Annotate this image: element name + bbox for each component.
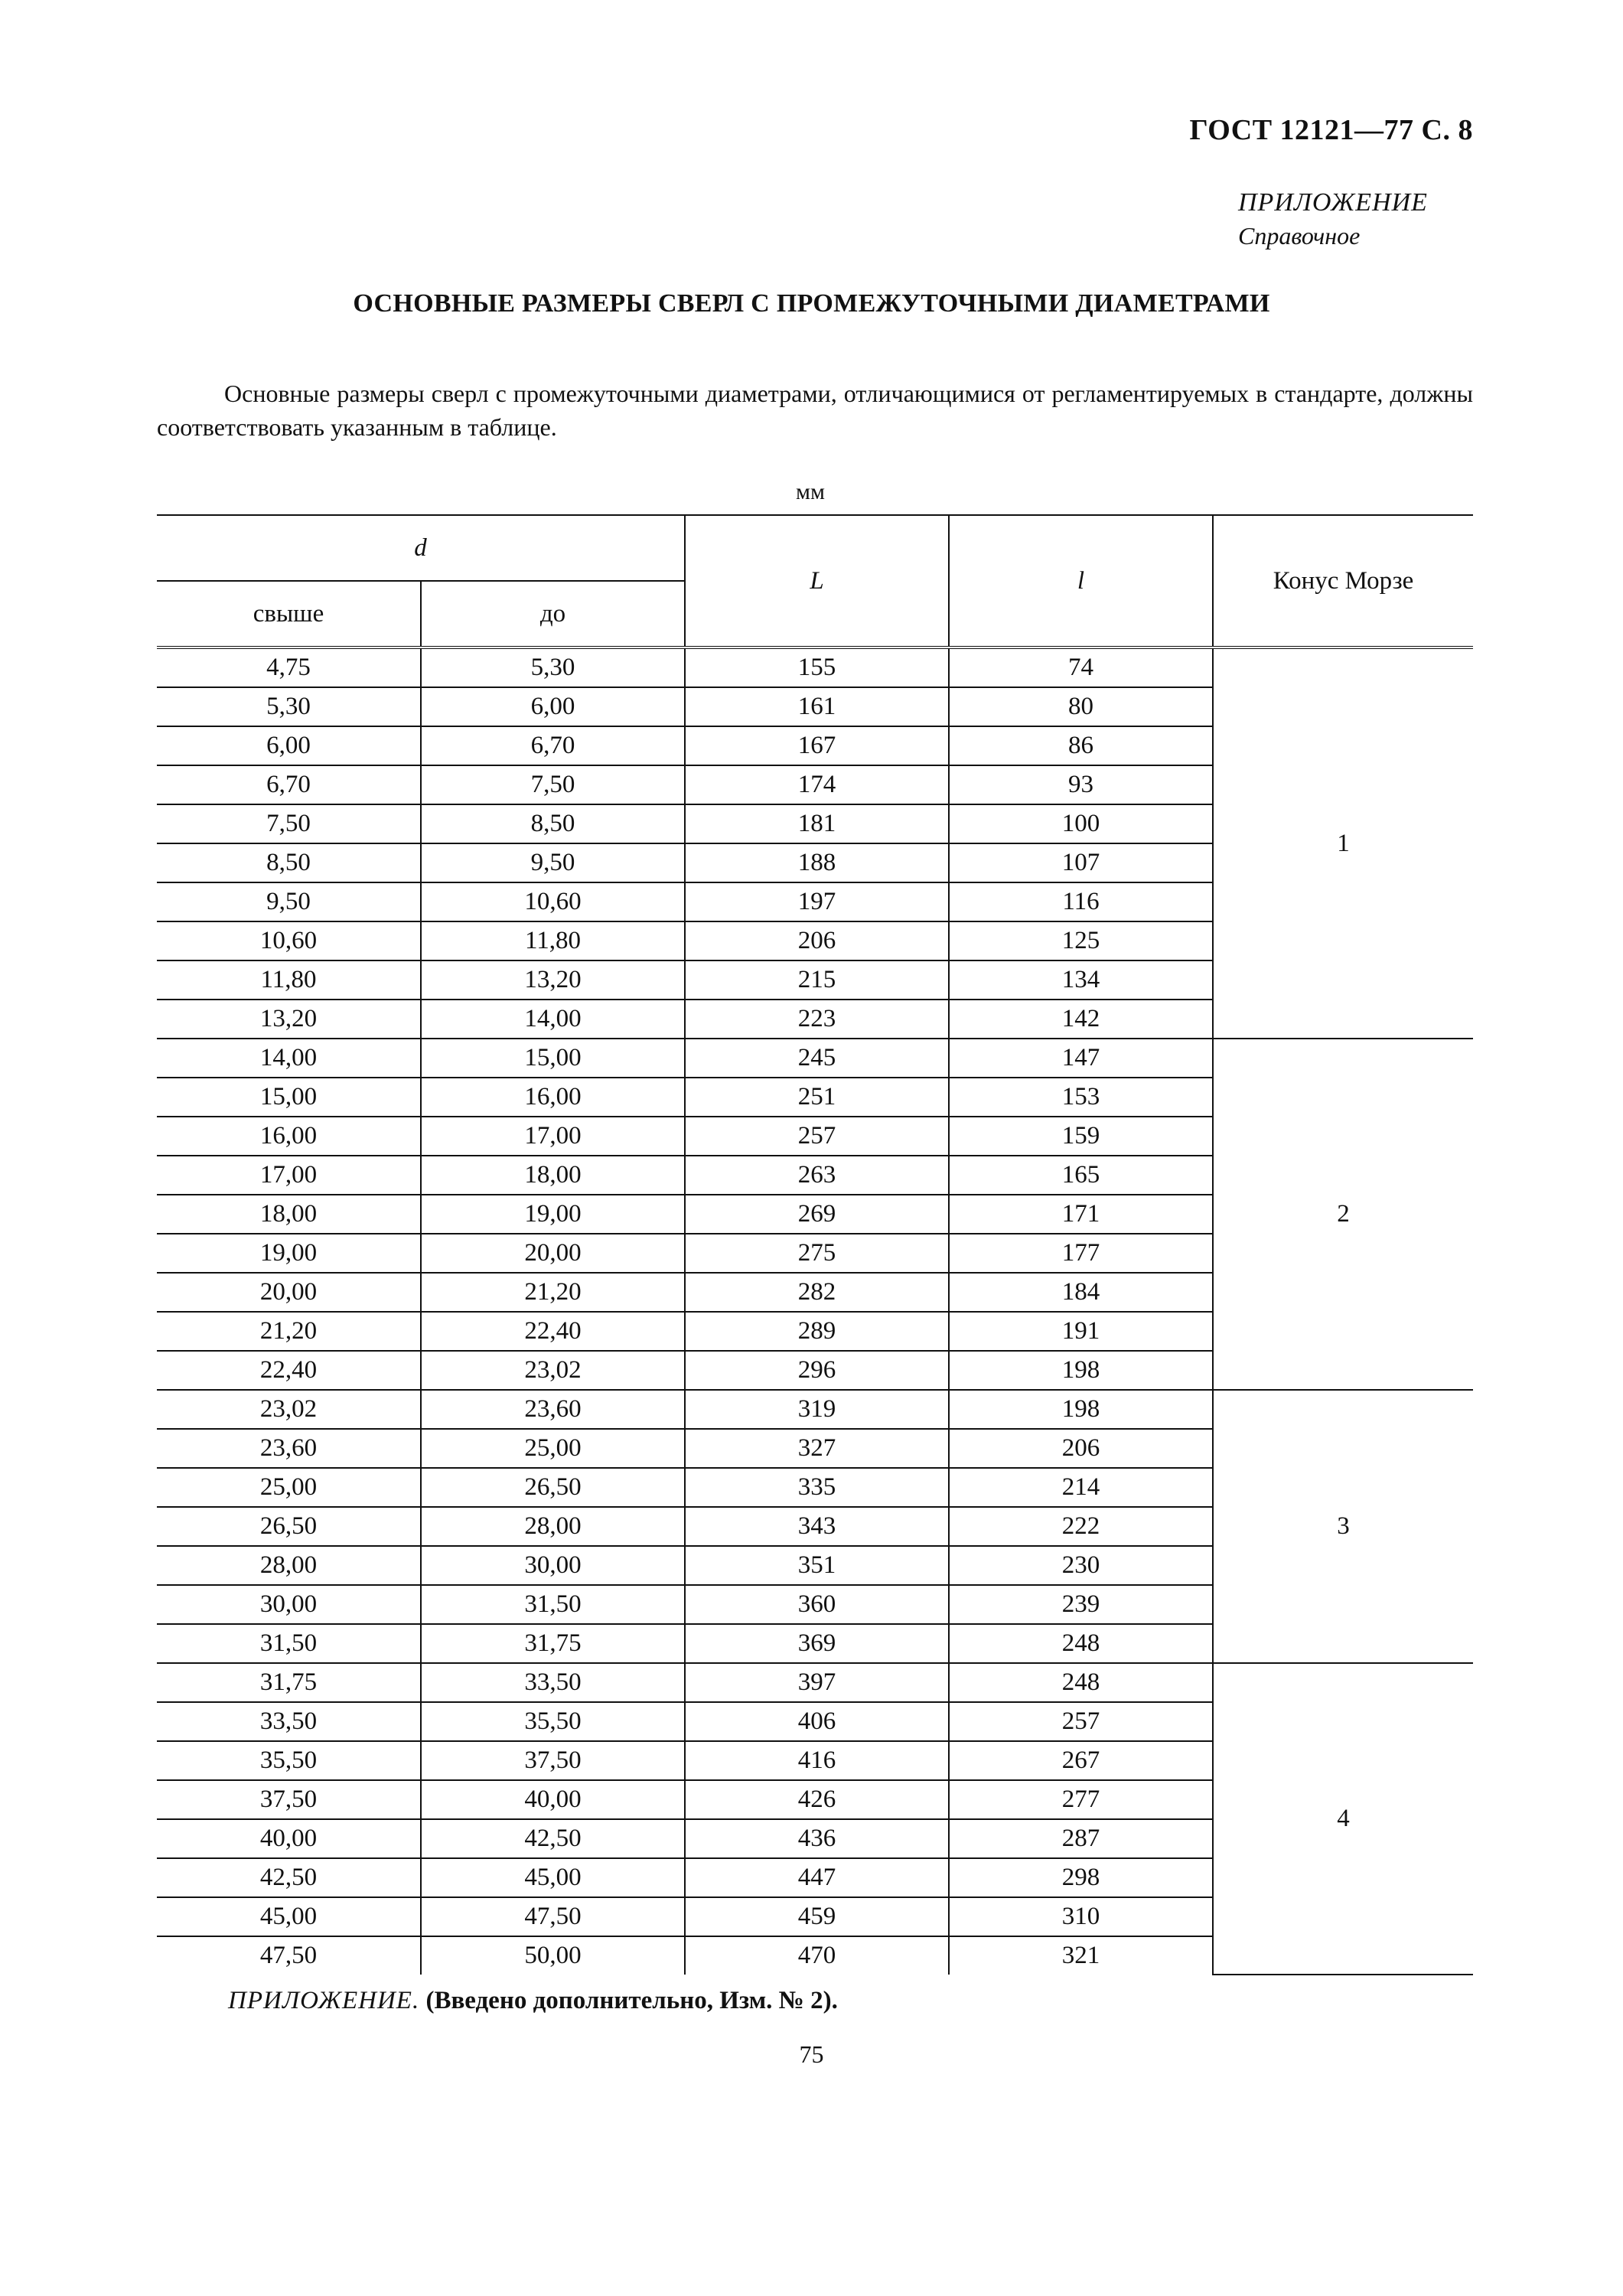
cell-to: 25,00 <box>421 1429 685 1468</box>
cell-from: 20,00 <box>157 1273 421 1312</box>
cell-l: 171 <box>949 1195 1213 1234</box>
cell-L: 155 <box>685 647 949 687</box>
cell-to: 11,80 <box>421 921 685 960</box>
cell-to: 28,00 <box>421 1507 685 1546</box>
cell-to: 14,00 <box>421 1000 685 1039</box>
cell-to: 42,50 <box>421 1819 685 1858</box>
cell-to: 31,50 <box>421 1585 685 1624</box>
cell-L: 282 <box>685 1273 949 1312</box>
cell-morse-cone: 2 <box>1213 1039 1473 1390</box>
cell-to: 19,00 <box>421 1195 685 1234</box>
cell-L: 289 <box>685 1312 949 1351</box>
cell-to: 22,40 <box>421 1312 685 1351</box>
cell-L: 369 <box>685 1624 949 1663</box>
cell-from: 19,00 <box>157 1234 421 1273</box>
cell-L: 327 <box>685 1429 949 1468</box>
cell-from: 22,40 <box>157 1351 421 1390</box>
cell-L: 447 <box>685 1858 949 1897</box>
table-body <box>157 647 1473 1975</box>
cell-from: 23,02 <box>157 1390 421 1429</box>
cell-l: 93 <box>949 765 1213 804</box>
cell-l: 222 <box>949 1507 1213 1546</box>
cell-to: 21,20 <box>421 1273 685 1312</box>
table-row <box>157 1039 1473 1078</box>
cell-L: 215 <box>685 960 949 1000</box>
cell-to: 5,30 <box>421 647 685 687</box>
cell-L: 206 <box>685 921 949 960</box>
cell-to: 23,02 <box>421 1351 685 1390</box>
cell-L: 351 <box>685 1546 949 1585</box>
cell-from: 10,60 <box>157 921 421 960</box>
cell-l: 134 <box>949 960 1213 1000</box>
cell-morse-cone: 1 <box>1213 647 1473 1039</box>
cell-l: 277 <box>949 1780 1213 1819</box>
note-label: ПРИЛОЖЕНИЕ. <box>228 1987 420 2014</box>
cell-L: 188 <box>685 843 949 882</box>
cell-to: 45,00 <box>421 1858 685 1897</box>
cell-to: 6,70 <box>421 726 685 765</box>
cell-L: 174 <box>685 765 949 804</box>
cell-to: 16,00 <box>421 1078 685 1117</box>
cell-l: 116 <box>949 882 1213 921</box>
cell-L: 343 <box>685 1507 949 1546</box>
cell-from: 30,00 <box>157 1585 421 1624</box>
cell-l: 80 <box>949 687 1213 726</box>
cell-l: 184 <box>949 1273 1213 1312</box>
cell-from: 35,50 <box>157 1741 421 1780</box>
header-L: L <box>685 515 949 647</box>
cell-l: 177 <box>949 1234 1213 1273</box>
cell-from: 31,50 <box>157 1624 421 1663</box>
cell-L: 296 <box>685 1351 949 1390</box>
cell-L: 275 <box>685 1234 949 1273</box>
cell-from: 31,75 <box>157 1663 421 1702</box>
units-label: мм <box>796 479 825 504</box>
document-code: ГОСТ 12121—77 С. 8 <box>1189 114 1473 146</box>
cell-L: 181 <box>685 804 949 843</box>
table-row <box>157 1390 1473 1429</box>
cell-L: 459 <box>685 1897 949 1936</box>
header-to: до <box>421 581 685 647</box>
cell-to: 23,60 <box>421 1390 685 1429</box>
dimensions-table <box>157 514 1473 1975</box>
cell-l: 86 <box>949 726 1213 765</box>
cell-l: 257 <box>949 1702 1213 1741</box>
cell-l: 267 <box>949 1741 1213 1780</box>
cell-from: 40,00 <box>157 1819 421 1858</box>
cell-l: 248 <box>949 1624 1213 1663</box>
cell-l: 107 <box>949 843 1213 882</box>
cell-L: 269 <box>685 1195 949 1234</box>
cell-l: 248 <box>949 1663 1213 1702</box>
cell-L: 167 <box>685 726 949 765</box>
cell-morse-cone: 4 <box>1213 1663 1473 1975</box>
cell-from: 4,75 <box>157 647 421 687</box>
cell-L: 263 <box>685 1156 949 1195</box>
cell-l: 125 <box>949 921 1213 960</box>
cell-to: 30,00 <box>421 1546 685 1585</box>
cell-l: 165 <box>949 1156 1213 1195</box>
cell-l: 198 <box>949 1351 1213 1390</box>
cell-l: 159 <box>949 1117 1213 1156</box>
cell-from: 45,00 <box>157 1897 421 1936</box>
cell-from: 37,50 <box>157 1780 421 1819</box>
cell-from: 47,50 <box>259 1942 318 1969</box>
cell-l: 100 <box>949 804 1213 843</box>
cell-l: 214 <box>949 1468 1213 1507</box>
cell-from: 9,50 <box>157 882 421 921</box>
table-row <box>157 1663 1473 1702</box>
cell-from: 5,30 <box>157 687 421 726</box>
cell-l: 310 <box>949 1897 1213 1936</box>
cell-from: 42,50 <box>157 1858 421 1897</box>
cell-to: 40,00 <box>421 1780 685 1819</box>
note-text: (Введено дополнительно, Изм. № 2). <box>425 1987 838 2014</box>
cell-to: 33,50 <box>421 1663 685 1702</box>
header-l: l <box>949 515 1213 647</box>
dimensions-table-container <box>157 514 1473 1975</box>
cell-L: 436 <box>685 1819 949 1858</box>
cell-l: 198 <box>949 1390 1213 1429</box>
cell-from: 6,00 <box>157 726 421 765</box>
cell-L: 257 <box>685 1117 949 1156</box>
cell-from: 33,50 <box>157 1702 421 1741</box>
cell-to: 17,00 <box>421 1117 685 1156</box>
cell-from: 17,00 <box>157 1156 421 1195</box>
cell-L: 251 <box>685 1078 949 1117</box>
cell-morse-cone: 3 <box>1213 1390 1473 1663</box>
cell-l: 153 <box>949 1078 1213 1117</box>
page-title: ОСНОВНЫЕ РАЗМЕРЫ СВЕРЛ С ПРОМЕЖУТОЧНЫМИ ДИАМЕТРАМИ <box>353 289 1270 318</box>
cell-to: 35,50 <box>421 1702 685 1741</box>
cell-L: 223 <box>685 1000 949 1039</box>
cell-from: 6,70 <box>157 765 421 804</box>
cell-from: 16,00 <box>157 1117 421 1156</box>
cell-to: 13,20 <box>421 960 685 1000</box>
cell-to: 10,60 <box>421 882 685 921</box>
cell-to: 6,00 <box>421 687 685 726</box>
cell-from: 15,00 <box>157 1078 421 1117</box>
appendix-label: ПРИЛОЖЕНИЕ <box>1238 188 1428 217</box>
cell-to: 18,00 <box>421 1156 685 1195</box>
cell-from: 28,00 <box>157 1546 421 1585</box>
cell-L: 426 <box>685 1780 949 1819</box>
cell-to: 26,50 <box>421 1468 685 1507</box>
intro-paragraph: Основные размеры сверл с промежуточными диаметрами, отличающимися от регламентируемых в стандарте, должны соответствовать указанным в таблице. <box>157 380 1473 441</box>
cell-to: 37,50 <box>421 1741 685 1780</box>
cell-from: 8,50 <box>157 843 421 882</box>
cell-from: 11,80 <box>157 960 421 1000</box>
cell-from: 18,00 <box>157 1195 421 1234</box>
cell-l: 298 <box>949 1858 1213 1897</box>
appendix-note <box>228 1987 838 2015</box>
cell-to: 15,00 <box>421 1039 685 1078</box>
cell-to: 31,75 <box>421 1624 685 1663</box>
cell-to: 50,00 <box>421 1936 685 1975</box>
cell-from: 14,00 <box>157 1039 421 1078</box>
cell-to: 8,50 <box>421 804 685 843</box>
cell-L: 197 <box>685 882 949 921</box>
cell-l: 142 <box>949 1000 1213 1039</box>
table-row <box>157 647 1473 687</box>
cell-from: 13,20 <box>157 1000 421 1039</box>
cell-l: 239 <box>949 1585 1213 1624</box>
cell-from: 23,60 <box>157 1429 421 1468</box>
header-d: d <box>157 515 685 581</box>
cell-to: 20,00 <box>421 1234 685 1273</box>
appendix-subtitle: Справочное <box>1238 222 1361 249</box>
cell-L: 397 <box>685 1663 949 1702</box>
cell-L: 335 <box>685 1468 949 1507</box>
cell-L: 406 <box>685 1702 949 1741</box>
page-number: 75 <box>799 2040 824 2068</box>
cell-l: 191 <box>949 1312 1213 1351</box>
cell-L: 416 <box>685 1741 949 1780</box>
header-from: свыше <box>157 581 421 647</box>
cell-l: 287 <box>949 1819 1213 1858</box>
cell-L: 360 <box>685 1585 949 1624</box>
cell-l: 74 <box>949 647 1213 687</box>
cell-to: 7,50 <box>421 765 685 804</box>
cell-from: 25,00 <box>157 1468 421 1507</box>
cell-from: 7,50 <box>157 804 421 843</box>
cell-L: 161 <box>685 687 949 726</box>
cell-to: 9,50 <box>421 843 685 882</box>
cell-from: 21,20 <box>157 1312 421 1351</box>
cell-L: 245 <box>685 1039 949 1078</box>
cell-from: 26,50 <box>157 1507 421 1546</box>
header-morse-cone: Конус Морзе <box>1213 515 1473 647</box>
cell-L: 319 <box>685 1390 949 1429</box>
cell-l: 206 <box>949 1429 1213 1468</box>
cell-to: 47,50 <box>421 1897 685 1936</box>
cell-l: 147 <box>949 1039 1213 1078</box>
cell-l: 230 <box>949 1546 1213 1585</box>
cell-L: 470 <box>685 1936 949 1975</box>
cell-l: 321 <box>949 1936 1213 1975</box>
